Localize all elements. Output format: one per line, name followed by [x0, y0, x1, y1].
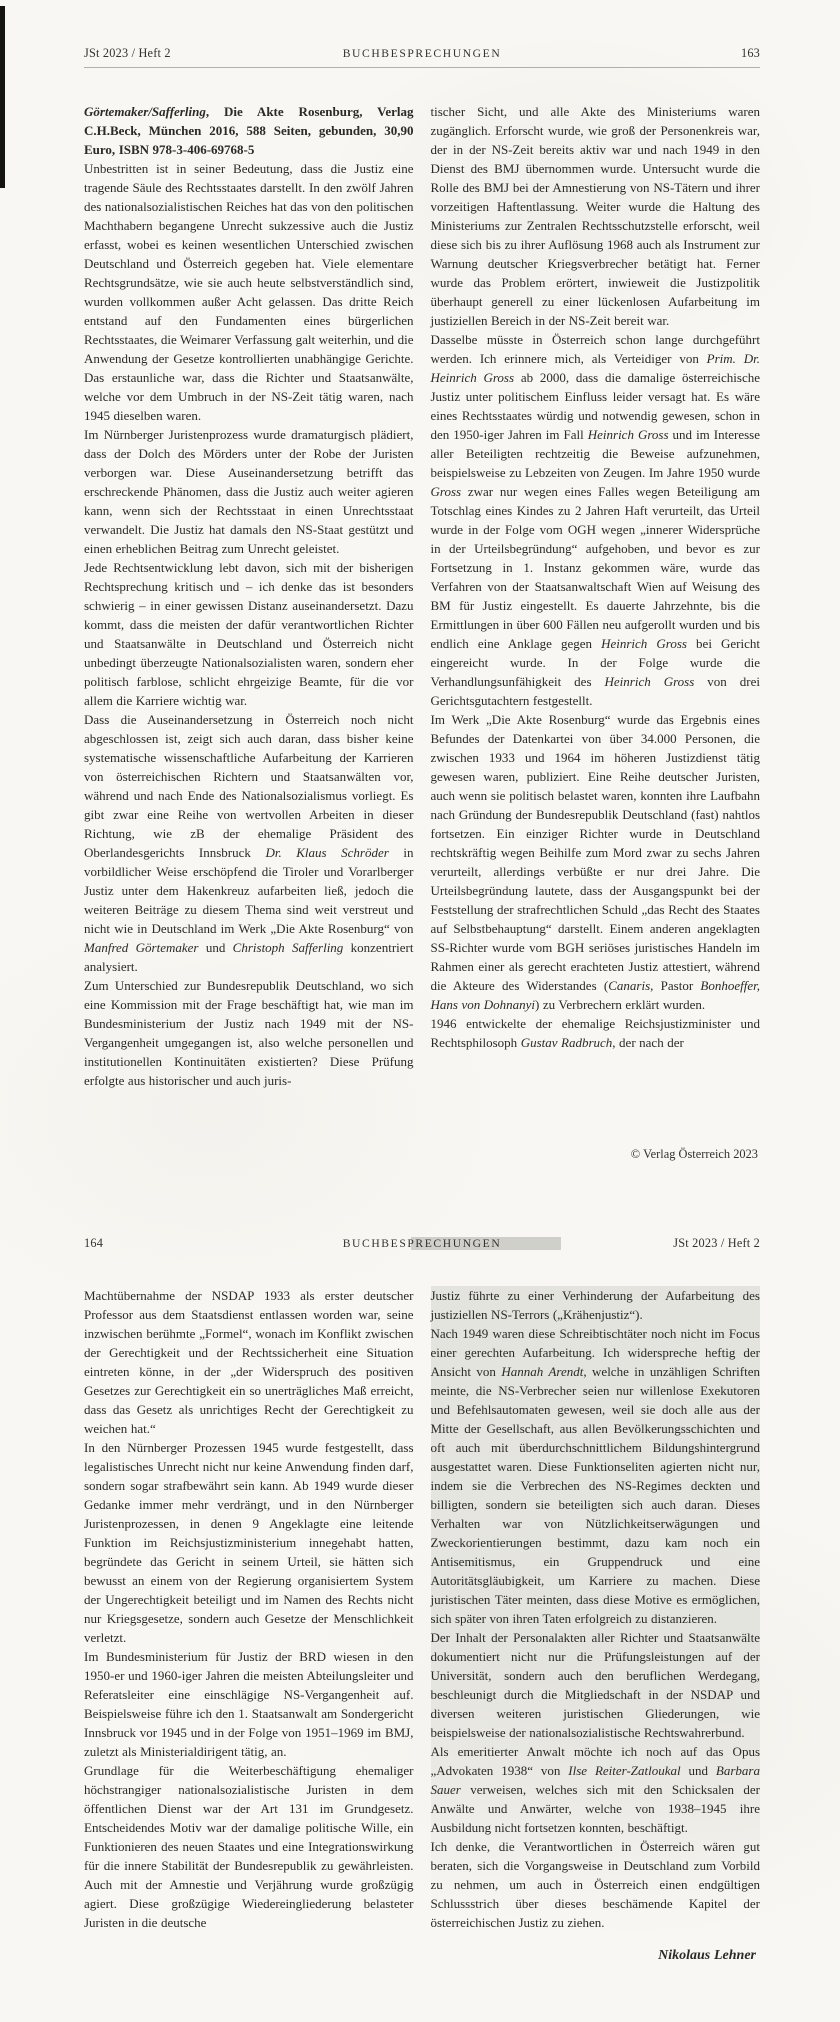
text-run: ) zu Verbrechern erklärt wurden. [535, 997, 706, 1012]
text-run: und [198, 940, 233, 955]
paragraph [84, 1761, 414, 1932]
copyright-notice: © Verlag Österreich 2023 [630, 1147, 758, 1161]
text-run: Bonhoeffer, Hans von Dohnanyi [430, 978, 760, 1012]
text-run: 1946 entwickelte der ehemalige Reichsjustizminister und Rechtsphilosoph [430, 1016, 760, 1050]
text-run: und [680, 1763, 716, 1778]
page-164-left-column [84, 1286, 414, 1965]
text-run: verweisen, welches sich mit den Schicksalen der Anwälte und Anwärter, welche von 1938–1945 ihre Ausbildung nicht fortsetzen konnten, beschäftigt. [430, 1782, 760, 1835]
section-title: BUCHBESPRECHUNGEN [283, 1237, 561, 1250]
text-run: Canaris [608, 978, 651, 993]
paragraph [431, 1628, 761, 1742]
text-run: Nikolaus Lehner [658, 1948, 756, 1963]
text-run: von drei Gerichtsgutachtern festgestellt. [430, 674, 761, 708]
text-run: Hannah Arendt [501, 1364, 584, 1379]
text-run: und im Interesse aller Beteiligten rechtzeitig die Beweise aufzunehmen, beispielsweise zu Lebzeiten von Zeugen. Im Jahre 1950 wurde [430, 427, 760, 480]
text-run: Görtemaker/Safferling [84, 104, 206, 119]
page-164-right-column [431, 1286, 761, 1965]
paragraph [84, 1286, 414, 1438]
text-run: ab 2000, dass die damalige österreichische Justiz unter politischem Einfluss leider versagt hat. Es wäre eines Rechtsstaates würdig und notwendig gewesen, schon in den 1950-iger Jahren im Fall [430, 370, 760, 442]
text-run: Jede Rechtsentwicklung lebt davon, sich mit der bisherigen Rechtsprechung kritisch und – ich denke das ist besonders schwierig – in einer gewissen Distanz auseinandersetzt. Dazu kommt, dass die meisten der dafür verantwortlichen Richter und Staatsanwälte in Deutschland und Österreich nicht unbedingt überzeugte Nationalsozialisten waren, sondern eher politisch farblose, schlicht ehrgeizige Beamte, für die vor allem die Karriere wichtig war. [84, 560, 414, 708]
reviewer-signature [431, 1946, 761, 1965]
paragraph [431, 1286, 761, 1324]
header-rule [84, 67, 760, 68]
text-run: Unbestritten ist in seiner Bedeutung, dass die Justiz eine tragende Säule des Rechtsstaates darstellt. In den zwölf Jahren des nationalsozialistischen Reiches hat das von den politischen Machthabern begangene Unrecht sukzessive auch die Justiz erfasst, wobei es keinen wesentlichen Unterschied zwischen Deutschland und Österreich gegeben hat. Viele elementare Rechtsgrundsätze, wie sie auch heute selbstverständlich sind, wurden vollkommen außer Acht gelassen. Das dritte Reich entstand auf den Fundamenten eines bürgerlichen Rechtsstaates, die Weimarer Verfassung galt weiterhin, und die Anwendung der Gesetze kontrollierten unabhängige Gerichte. Das erstaunliche war, dass die Richter und Staatsanwälte, welche vor dem Umbruch in der NS-Zeit tätig waren, nach 1945 dieselben waren. [84, 161, 414, 423]
text-run: Dr. Klaus Schröder [265, 845, 389, 860]
page-163-header [84, 46, 760, 61]
text-run: Dass die Auseinandersetzung in Österreich noch nicht abgeschlossen ist, zeigt sich auch daran, dass bisher keine systematische wissenschaftliche Aufarbeitung der Karrieren von österreichischen Richtern und Staatsanwälten vor, während und nach Ende des Nationalsozialismus vorliegt. Es gibt zwar eine Reihe von wertvollen Arbeiten in dieser Richtung, wie zB der ehemalige Präsident des Oberlandesgerichts Innsbruck [84, 712, 414, 860]
text-run: Im Werk „Die Akte Rosenburg“ wurde das Ergebnis eines Befundes der Datenkartei von über 34.000 Personen, die zwischen 1933 und 1964 im höheren Justizdienst tätig gewesen waren, publiziert. Eine Reihe deutscher Juristen, auch wenn sie politisch belastet waren, konnten ihre Laufbahn nach Gründung der Bundesrepublik Deutschland (fast) nahtlos fortsetzen. Ein einziger Richter wurde in Deutschland rechtskräftig wegen Beihilfe zum Mord zwar zu sechs Jahren verurteilt, allerdings verbüßte er nur drei Jahre. Die Urteilsbegründung lautete, dass der Ausgangspunkt bei der Feststellung der strafrechtlichen Schuld „das Recht des Staates auf Selbstbehauptung“ darstellt. Einem anderen angeklagten SS-Richter wurde vom BGH seriöses juristisches Handeln im Rahmen einer als gerecht erachteten Justiz attestiert, während die Akteure des Widerstandes ( [430, 712, 760, 993]
paragraph [431, 1742, 761, 1837]
paragraph [84, 710, 414, 976]
text-run: Prim. Dr. Heinrich Gross [430, 351, 760, 385]
page-number: 163 [740, 46, 761, 60]
paragraph [431, 1324, 761, 1628]
text-run: bei Gericht eingereicht wurde. In der Folge wurde die Verhandlungsunfähigkeit des [430, 636, 760, 689]
journal-issue-label: JSt 2023 / Heft 2 [84, 46, 171, 60]
book-reference [84, 102, 414, 159]
text-run: In den Nürnberger Prozessen 1945 wurde festgestellt, dass legalistisches Unrecht nicht nur keine Anwendung finden darf, sondern sogar strafbewährt sein kann. Ab 1949 wurde dieser Gedanke immer mehr verdrängt, und in den Nürnberger Juristenprozessen, in denen 9 Angeklagte eine leitende Funktion im Reichsjustizministerium innegehabt hatten, begründete das Gericht in seinem Urteil, sie hätten sich bewusst an einem von der Regierung organisiertem System der Ungerechtigkeit beteiligt und im Namen des Rechts nicht nur Kriegsgesetze, sondern auch Gesetze der Menschlichkeit verletzt. [84, 1440, 414, 1645]
paragraph [84, 558, 414, 710]
paragraph [84, 159, 414, 425]
text-run: , welche in unzähligen Schriften meinte, die NS-Verbrecher seien nur willenlose Exekutoren und Befehlsautomaten gewesen, weil sie doch alle aus der Mitte der Gesellschaft, aus allen Bevölkerungsschichten und oft auch mit überdurchschnittlichem Bildungshintergrund ausgestattet waren. Diese Funktionseliten agierten nicht nur, indem sie die Verbrechen des NS-Regimes deckten und billigten, sondern sie beteiligten sich auch daran. Dieses Verhalten war von Nützlichkeitserwägungen und Zweckorientierungen bestimmt, dazu kam noch ein Antisemitismus, ein Gruppendruck und eine Autoritätsgläubigkeit, um Karriere zu machen. Diese juristischen Täter meinten, dass diese Motive es ermöglichen, sich später von ihren Taten erfolgreich zu distanzieren. [430, 1364, 760, 1626]
text-run: Machtübernahme der NSDAP 1933 als erster deutscher Professor aus dem Staatsdienst entlassen worden war, seine inzwischen berühmte „Formel“, wonach im Konflikt zwischen der Gerechtigkeit und der Rechtssicherheit eine Situation eintreten könne, in der „der Widerspruch des positiven Gesetzes zur Gerechtigkeit ein so unerträgliches Maß erreicht, dass das Gesetz als unrichtiges Recht der Gerechtigkeit zu weichen hat.“ [84, 1288, 414, 1436]
text-run: Heinrich Gross [601, 636, 687, 651]
text-run: tischer Sicht, und alle Akte des Ministeriums waren zugänglich. Erforscht wurde, wie groß der Personenkreis war, der in der NS-Zeit bereits aktiv war und nach 1949 in den Dienst des BMJ übernommen wurde. Untersucht wurde die Rolle des BMJ bei der Amnestierung von NS-Tätern und ihrer vorzeitigen Haftentlassung. Weiter wurde die Haltung des Ministeriums zur Zentralen Rechtsschutzstelle erforscht, weil diese sich bis zu ihrer Auflösung 1968 auch als Instrument zur Warnung deutscher Kriegsverbrecher betätigt hat. Ferner wurde das Problem erörtert, inwieweit die Justizpolitik überhaupt generell zu einer lückenlosen Aufarbeitung im justiziellen Bereich in der NS-Zeit bereit war. [430, 104, 760, 328]
page-164 [0, 1190, 840, 2022]
text-run: Dasselbe müsste in Österreich schon lange durchgeführt werden. Ich erinnere mich, als Verteidiger von [430, 332, 760, 366]
text-run: , Pastor [650, 978, 701, 993]
text-run: zwar nur wegen eines Falles wegen Beteiligung am Totschlag eines Kindes zu 2 Jahren Haft verurteilt, das Urteil wurde in der Folge vom OGH wegen „innerer Widersprüche in der Urteilsbegründung“ aufgehoben, und bevor es zur Fortsetzung in 1. Instanz gekommen wäre, wurde das Verfahren von der Staatsanwaltschaft Wien auf Weisung des BM für Justiz eingestellt. Es dauerte Jahrzehnte, bis die Ermittlungen in über 600 Fällen neu aufgerollt wurden und bis endlich eine Anklage gegen [430, 484, 760, 651]
paragraph [84, 1438, 414, 1647]
paragraph [84, 425, 414, 558]
paragraph [84, 976, 414, 1090]
text-run: Barbara Sauer [430, 1763, 760, 1797]
text-run: Im Nürnberger Juristenprozess wurde dramaturgisch plädiert, dass der Dolch des Mörders unter der Robe der Juristen verborgen war. Diese Auseinandersetzung betrifft das erschreckende Phänomen, dass die Justiz auch weiter agieren kann, wenn sich der Rechtsstaat in einen Unrechtsstaat verwandelt. Die Justiz hat damals den NS-Staat gestützt und einen erheblichen Beitrag zum Unrecht geleistet. [84, 427, 414, 556]
page-163-left-column [84, 102, 414, 1090]
paragraph [431, 102, 761, 330]
page-164-columns [84, 1286, 760, 1965]
text-run: Grundlage für die Weiterbeschäftigung ehemaliger höchstrangiger nationalsozialistische Juristen in dem öffentlichen Dienst war der Art 131 im Grundgesetz. Entscheidendes Motiv war der damalige politische Wille, ein Funktionieren des neuen Staates und eine Integrationswirkung für die innere Stabilität der Bundesrepublik zu gewährleisten. Auch mit der Amnestie und Verjährung wurde großzügig agiert. Diese großzügige Wiedereingliederung belasteter Juristen in die deutsche [84, 1763, 414, 1930]
text-run: Zum Unterschied zur Bundesrepublik Deutschland, wo sich eine Kommission mit der Frage beschäftigt hat, wie man im Bundesministerium der Justiz nach 1949 mit der NS-Vergangenheit umgegangen ist, also welche personellen und institutionellen Kontinuitäten existierten? Diese Prüfung erfolgte aus historischer und auch juris- [84, 978, 414, 1088]
text-run: , Die Akte Rosenburg, Verlag C.H.Beck, München 2016, 588 Seiten, gebunden, 30,90 Euro, ISBN 978-3-406-69768-5 [84, 104, 414, 157]
text-run: Heinrich Gross [587, 427, 669, 442]
paragraph [84, 1647, 414, 1761]
text-run: Ich denke, die Verantwortlichen in Österreich wären gut beraten, sich die Vorgangsweise in Deutschland zum Vorbild zu nehmen, um auch in Österreich einen endgültigen Schlussstrich über dieses beschämende Kapitel der österreichischen Justiz zu ziehen. [430, 1839, 760, 1930]
paragraph [431, 1014, 761, 1052]
text-run: Justiz führte zu einer Verhinderung der Aufarbeitung des justiziellen NS-Terrors („Krähenjustiz“). [430, 1288, 760, 1322]
text-run: konzentriert analysiert. [84, 940, 414, 974]
page-163-columns [84, 102, 760, 1090]
text-run: Christoph Safferling [232, 940, 344, 955]
page-163-right-column [431, 102, 761, 1090]
text-run: Gross [430, 484, 462, 499]
text-run: Gustav Radbruch [520, 1035, 613, 1050]
text-run: Nach 1949 waren diese Schreibtischtäter noch nicht im Focus einer gerechten Aufarbeitung. Ich widerspreche heftig der Ansicht von [430, 1326, 760, 1379]
text-run: Manfred Görtemaker [84, 940, 199, 955]
paragraph [431, 1837, 761, 1932]
text-run: Der Inhalt der Personalakten aller Richter und Staatsanwälte dokumentiert nicht nur die Prüfungsleistungen auf der Universität, sondern auch den beruflichen Werdegang, beschleunigt durch die Mitgliedschaft in der NSDAP und diversen weiteren juristischen Gliederungen, wie beispielsweise der nationalsozialistische Rechtswahrerbund. [430, 1630, 760, 1740]
journal-issue-label: JSt 2023 / Heft 2 [673, 1236, 761, 1250]
text-run: Im Bundesministerium für Justiz der BRD wiesen in den 1950-er und 1960-iger Jahren die meisten Abteilungsleiter und Referatsleiter eine einschlägige NS-Vergangenheit auf. Beispielsweise führe ich den 1. Staatsanwalt am Sondergericht Innsbruck vor 1945 und in der Folge von 1951–1969 im BMJ, zuletzt als Ministerialdirigent tätig, an. [84, 1649, 414, 1759]
text-run: Ilse Reiter-Zatloukal [568, 1763, 681, 1778]
section-title: BUCHBESPRECHUNGEN [342, 47, 502, 60]
text-run: Als emeritierter Anwalt möchte ich noch auf das Opus „Advokaten 1938“ von [430, 1744, 760, 1778]
text-run: Heinrich Gross [604, 674, 695, 689]
paragraph [431, 330, 761, 710]
text-run: in vorbildlicher Weise erschöpfend die Tiroler und Vorarlberger Justiz unter dem Hakenkreuz aufarbeiten ließ, jedoch die weiteren Beiträge zu diesem Thema sind weit verstreut und nicht wie in Deutschland im Werk „Die Akte Rosenburg“ von [84, 845, 414, 936]
page-number: 164 [84, 1236, 104, 1250]
text-run: , der nach der [612, 1035, 684, 1050]
paragraph [431, 710, 761, 1014]
page-164-header [84, 1236, 760, 1251]
